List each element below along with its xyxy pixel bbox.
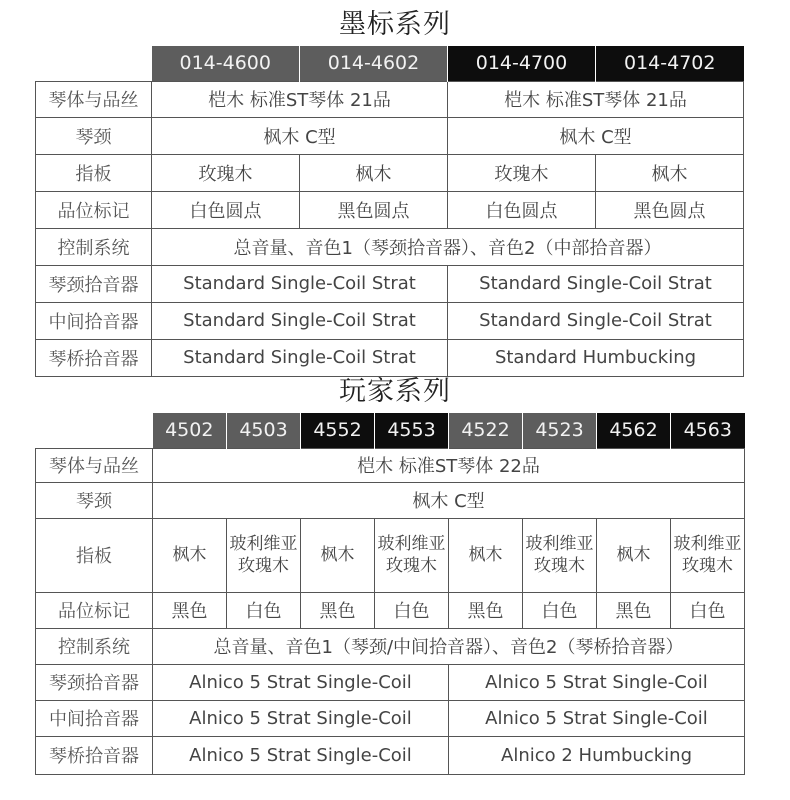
bridge-pickup-right-value: Standard Humbucking bbox=[448, 339, 744, 376]
model-cell: 4522 bbox=[449, 413, 523, 448]
row-label: 琴颈 bbox=[36, 117, 152, 154]
fingerboard-value: 枫木 bbox=[596, 154, 744, 191]
bridge-pickup-right-value: Alnico 2 Humbucking bbox=[449, 736, 745, 774]
model-cell: 4553 bbox=[375, 413, 449, 448]
row-inlay bbox=[36, 191, 744, 228]
neck-pickup-left-value: Standard Single-Coil Strat bbox=[152, 265, 448, 302]
model-cell: 4502 bbox=[153, 413, 227, 448]
fingerboard-value: 玫瑰木 bbox=[448, 154, 596, 191]
model-cell: 4563 bbox=[671, 413, 745, 448]
row-label: 指板 bbox=[36, 154, 152, 191]
middle-pickup-left-value: Alnico 5 Strat Single-Coil bbox=[153, 700, 449, 736]
row-bridge-pickup bbox=[36, 339, 744, 376]
bridge-pickup-left-value: Standard Single-Coil Strat bbox=[152, 339, 448, 376]
series-title-mobiao: 墨标系列 bbox=[339, 9, 451, 40]
row-fingerboard bbox=[36, 154, 744, 191]
series-title-wanjia: 玩家系列 bbox=[339, 376, 451, 407]
row-label: 琴颈拾音器 bbox=[36, 265, 152, 302]
controls-value: 总音量、音色1（琴颈/中间拾音器）、音色2（琴桥拾音器） bbox=[153, 628, 745, 664]
inlay-value: 白色圆点 bbox=[448, 191, 596, 228]
row-label: 中间拾音器 bbox=[36, 700, 153, 736]
fingerboard-value: 玻利维亚玫瑰木 bbox=[375, 518, 449, 592]
spec-table-mobiao bbox=[35, 46, 744, 377]
fingerboard-value: 枫木 bbox=[301, 518, 375, 592]
model-cell: 014-4702 bbox=[596, 46, 744, 81]
row-label: 中间拾音器 bbox=[36, 302, 152, 339]
model-cell: 4523 bbox=[523, 413, 597, 448]
header-blank-cell bbox=[36, 46, 152, 81]
neck-pickup-left-value: Alnico 5 Strat Single-Coil bbox=[153, 664, 449, 700]
fingerboard-value: 枫木 bbox=[300, 154, 448, 191]
row-label: 品位标记 bbox=[36, 592, 153, 628]
neck-value: 枫木 C型 bbox=[153, 482, 745, 518]
inlay-value: 白色 bbox=[227, 592, 301, 628]
bridge-pickup-left-value: Alnico 5 Strat Single-Coil bbox=[153, 736, 449, 774]
row-neck bbox=[36, 117, 744, 154]
row-controls bbox=[36, 228, 744, 265]
row-controls bbox=[36, 628, 745, 664]
model-header-row bbox=[36, 413, 745, 448]
model-cell: 4503 bbox=[227, 413, 301, 448]
row-neck-pickup bbox=[36, 664, 745, 700]
model-cell: 014-4700 bbox=[448, 46, 596, 81]
row-inlay bbox=[36, 592, 745, 628]
inlay-value: 黑色 bbox=[597, 592, 671, 628]
row-neck bbox=[36, 482, 745, 518]
inlay-value: 黑色 bbox=[449, 592, 523, 628]
spec-table-wanjia bbox=[35, 413, 745, 775]
row-fingerboard bbox=[36, 518, 745, 592]
row-label: 琴桥拾音器 bbox=[36, 339, 152, 376]
model-cell: 014-4602 bbox=[300, 46, 448, 81]
row-label: 琴桥拾音器 bbox=[36, 736, 153, 774]
fingerboard-value: 枫木 bbox=[597, 518, 671, 592]
inlay-value: 黑色圆点 bbox=[300, 191, 448, 228]
body-right-value: 桤木 标准ST琴体 21品 bbox=[448, 81, 744, 117]
neck-pickup-right-value: Standard Single-Coil Strat bbox=[448, 265, 744, 302]
model-cell: 4562 bbox=[597, 413, 671, 448]
row-label: 琴体与品丝 bbox=[36, 448, 153, 482]
row-label: 控制系统 bbox=[36, 628, 153, 664]
neck-left-value: 枫木 C型 bbox=[152, 117, 448, 154]
row-label: 品位标记 bbox=[36, 191, 152, 228]
neck-pickup-right-value: Alnico 5 Strat Single-Coil bbox=[449, 664, 745, 700]
row-middle-pickup bbox=[36, 302, 744, 339]
neck-right-value: 枫木 C型 bbox=[448, 117, 744, 154]
row-label: 琴体与品丝 bbox=[36, 81, 152, 117]
middle-pickup-left-value: Standard Single-Coil Strat bbox=[152, 302, 448, 339]
fingerboard-value: 枫木 bbox=[449, 518, 523, 592]
row-label: 控制系统 bbox=[36, 228, 152, 265]
inlay-value: 黑色圆点 bbox=[596, 191, 744, 228]
row-neck-pickup bbox=[36, 265, 744, 302]
body-value: 桤木 标准ST琴体 22品 bbox=[153, 448, 745, 482]
row-bridge-pickup bbox=[36, 736, 745, 774]
header-blank-cell bbox=[36, 413, 153, 448]
middle-pickup-right-value: Standard Single-Coil Strat bbox=[448, 302, 744, 339]
inlay-value: 白色 bbox=[671, 592, 745, 628]
fingerboard-value: 玻利维亚玫瑰木 bbox=[523, 518, 597, 592]
controls-value: 总音量、音色1（琴颈拾音器）、音色2（中部拾音器） bbox=[152, 228, 744, 265]
fingerboard-value: 玫瑰木 bbox=[152, 154, 300, 191]
row-body bbox=[36, 81, 744, 117]
row-label: 指板 bbox=[36, 518, 153, 592]
inlay-value: 黑色 bbox=[301, 592, 375, 628]
inlay-value: 白色圆点 bbox=[152, 191, 300, 228]
row-label: 琴颈拾音器 bbox=[36, 664, 153, 700]
model-header-row bbox=[36, 46, 744, 81]
row-label: 琴颈 bbox=[36, 482, 153, 518]
fingerboard-value: 玻利维亚玫瑰木 bbox=[671, 518, 745, 592]
inlay-value: 黑色 bbox=[153, 592, 227, 628]
middle-pickup-right-value: Alnico 5 Strat Single-Coil bbox=[449, 700, 745, 736]
row-middle-pickup bbox=[36, 700, 745, 736]
row-body bbox=[36, 448, 745, 482]
model-cell: 014-4600 bbox=[152, 46, 300, 81]
fingerboard-value: 枫木 bbox=[153, 518, 227, 592]
inlay-value: 白色 bbox=[375, 592, 449, 628]
body-left-value: 桤木 标准ST琴体 21品 bbox=[152, 81, 448, 117]
fingerboard-value: 玻利维亚玫瑰木 bbox=[227, 518, 301, 592]
inlay-value: 白色 bbox=[523, 592, 597, 628]
model-cell: 4552 bbox=[301, 413, 375, 448]
